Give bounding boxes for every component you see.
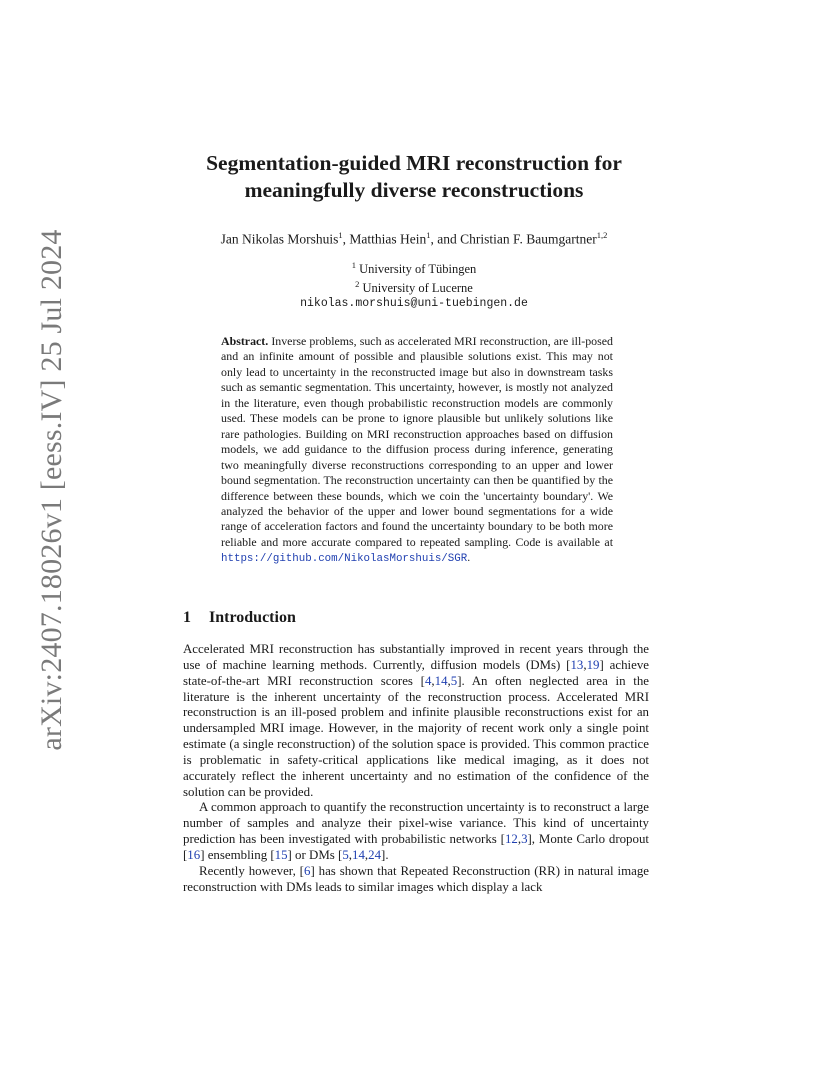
author-2-affiliation-mark: 1 [426,230,431,240]
citation-link[interactable]: 13 [570,657,584,672]
citation-link[interactable]: 16 [187,847,201,862]
contact-email[interactable]: nikolas.morshuis@uni-tuebingen.de [300,297,528,311]
text-run: ], Monte Carlo dropout [ [183,832,649,862]
author-2: Matthias Hein [349,231,427,247]
text-run: ]. An often neglected area in the literature is the inherent uncertainty of the reconstruction process. Accelerated MRI reconstruction is an ill-posed problem and infinite plausible reconstructions exist for an undersampled MRI image. However, in the majority of recent work only a single point estimate (a single reconstruction) of the solution space is provided. This common practice is problematic in safety-critical applications like medical imaging, as it does not accurately reflect the inherent uncertainty and no estimation of the confidence of the solution can be provided. [183,673,649,799]
paragraph [183,800,649,863]
text-run: A common approach to quantify the reconstruction uncertainty is to reconstruct a large number of samples and analyze their pixel-wise variance. This kind of uncertainty prediction has been investigated with probabilistic networks [ [183,800,649,847]
citation-link[interactable]: 14 [434,673,448,688]
affiliation-2-name: University of Lucerne [362,281,473,296]
citation-link[interactable]: 5 [342,847,349,862]
paragraph [183,864,649,896]
title-line-1: Segmentation-guided MRI reconstruction for [206,151,622,175]
text-run: ] or DMs [ [287,847,343,862]
citation-link[interactable]: 24 [368,847,382,862]
affiliations [0,258,828,311]
citation-link[interactable]: 6 [303,863,311,878]
citation-link[interactable]: 14 [352,847,365,862]
text-run: , [364,847,369,862]
section-title: Introduction [209,609,296,626]
section-heading [183,609,296,627]
text-run: , [348,847,353,862]
text-run: , [583,657,587,672]
text-run: ] ensembling [ [200,847,275,862]
affiliation-2-mark: 2 [355,279,360,290]
text-run: Accelerated MRI reconstruction has substantially improved in recent years through the use of machine learning methods. Currently, diffusion models (DMs) [ [183,642,649,672]
author-3-affiliation-mark: 1,2 [596,230,608,240]
abstract-text: Inverse problems, such as accelerated MRI reconstruction, are ill-posed and an infinite amount of possible and plausible solutions exist. This may not only lead to uncertainty in the reconstructed image but also in downstream tasks such as semantic segmentation. This uncertainty, however, is mostly not analyzed in the literature, even though probabilistic reconstruction models are commonly used. These models can be prone to ignore plausible but unlikely solutions like rare pathologies. Building on MRI reconstruction approaches based on diffusion models, we add guidance to the diffusion process during inference, generating two meaningfully diverse reconstructions corresponding to an upper and lower bound segmentation. The reconstruction uncertainty can then be quantified by the difference between these bounds, which we coin the 'uncertainty boundary'. We analyzed the behavior of the upper and lower bound segmentations for a wide range of acceleration factors and found the uncertainty boundary to be both more reliable and more accurate compared to repeated sampling. Code is available at [221,334,613,549]
citation-link[interactable]: 3 [521,832,528,847]
section-number: 1 [183,609,191,626]
code-repository-link[interactable]: https://github.com/NikolasMorshuis/SGR [221,553,468,566]
text-run: ] achieve state-of-the-art MRI reconstruction scores [ [183,657,650,688]
affiliation-1-name: University of Tübingen [359,262,477,277]
citation-link[interactable]: 19 [586,657,600,672]
citation-link[interactable]: 4 [424,673,432,688]
text-run: , [517,832,522,847]
abstract-end: . [467,550,471,565]
citation-link[interactable]: 15 [274,847,288,862]
author-separator: , and [430,231,461,247]
paragraph [183,642,649,800]
text-run: , [447,673,451,688]
author-1: Jan Nikolas Morshuis [220,231,339,247]
author-list [0,230,828,248]
citation-link[interactable]: 5 [450,673,458,688]
author-1-affiliation-mark: 1 [338,230,343,240]
affiliation-1-mark: 1 [351,260,356,270]
affiliation-2 [0,277,828,296]
author-separator: , [342,231,350,247]
title-line-2: meaningfully diverse reconstructions [244,178,584,202]
paper-title [0,150,828,204]
text-run: ]. [381,847,389,862]
affiliation-1 [0,258,828,277]
introduction-body [183,642,649,896]
author-3: Christian F. Baumgartner [460,231,597,247]
abstract [221,334,613,568]
citation-link[interactable]: 12 [504,832,518,847]
text-run: ] has shown that Repeated Reconstruction (RR) in natural image reconstruction with DMs leads to similar images which display a lack [183,863,649,894]
text-run: Recently however, [ [199,863,304,878]
abstract-label: Abstract. [221,334,269,348]
text-run: , [431,673,435,688]
arxiv-identifier-stamp: arXiv:2407.18026v1 [eess.IV] 25 Jul 2024 [35,229,68,751]
